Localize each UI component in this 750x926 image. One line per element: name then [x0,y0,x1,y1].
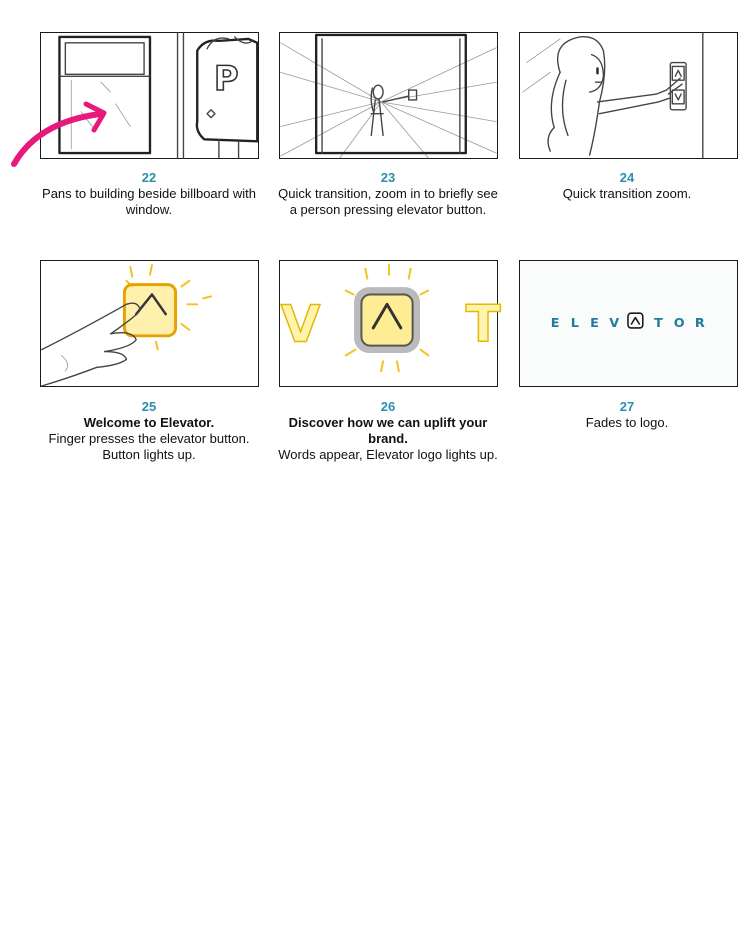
logo-a-mark [628,313,643,328]
frame-number: 25 [141,399,157,414]
storyboard-panel-27 [519,260,738,387]
sketch-letter: V [280,294,321,355]
svg-text:E: E [590,315,599,331]
storyboard-panel-24 [519,32,738,159]
frame-description: Button lights up. [102,447,196,462]
frame-description: Pans to building beside billboard with [42,186,256,201]
logo-letters-after [654,316,705,331]
storyboard-panel-23 [279,32,498,159]
caption-22 [34,170,264,218]
sketch-person-pressing-button [520,33,737,158]
storyboard-panel-26 [279,260,501,387]
svg-text:O: O [673,315,685,331]
frame-number: 23 [380,170,396,185]
frame-number: 24 [619,170,635,185]
svg-text:V: V [609,315,620,331]
frame-description: Fades to logo. [585,415,669,430]
elevator-logo [520,261,737,386]
frame-headline: Welcome to Elevator. [83,415,215,430]
frame-description: window. [125,202,173,217]
svg-text:L: L [570,315,579,331]
frame-description: Words appear, Elevator logo lights up. [278,447,498,462]
caption-26 [273,399,503,463]
frame-description: a person pressing elevator button. [289,202,487,217]
frame-description: Quick transition, zoom in to briefly see [278,186,498,201]
frame-number: 22 [141,170,157,185]
caption-27 [512,399,742,431]
sketch-finger-pressing-button [41,261,258,386]
arrow-icon [8,98,118,170]
sketch-letter: T [465,294,501,355]
frame-number: 26 [380,399,396,414]
sketch-zoom-to-person [280,33,497,158]
up-chevron-icon [675,70,681,76]
caption-23 [273,170,503,218]
svg-text:R: R [694,315,705,331]
svg-text:E: E [550,315,560,331]
frame-headline: Discover how we can uplift your brand. [288,415,488,446]
svg-text:T: T [654,315,663,331]
frame-description: Finger presses the elevator button. [48,431,250,446]
billboard-letter: P [213,59,239,99]
logo-letters-before [551,316,619,331]
caption-24 [512,170,742,202]
down-chevron-icon [675,94,681,100]
frame-number: 27 [619,399,635,414]
caption-25 [34,399,264,463]
sketch-logo-lighting-up [280,261,501,386]
frame-description: Quick transition zoom. [562,186,692,201]
storyboard-panel-25 [40,260,259,387]
